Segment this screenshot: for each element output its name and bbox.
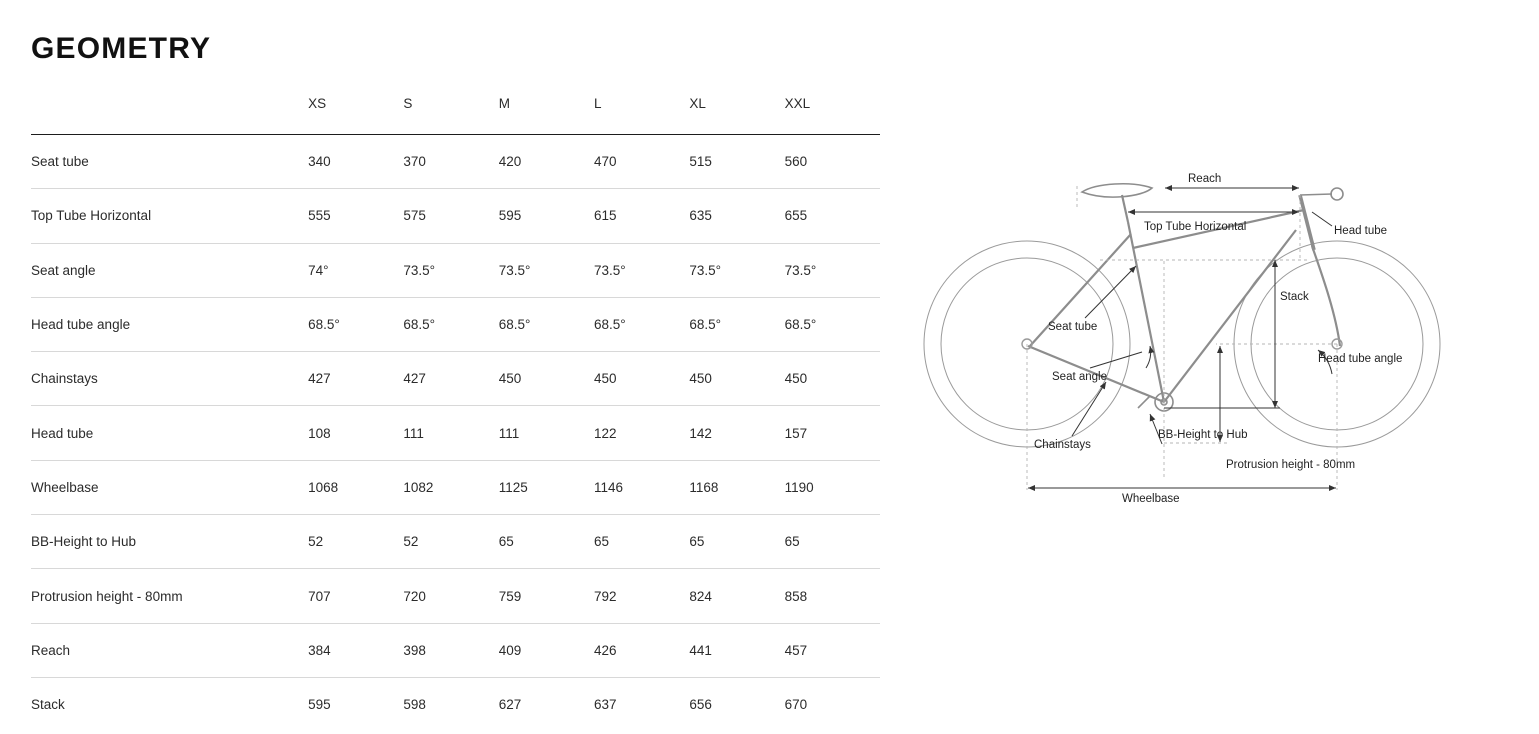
cell-value: 450: [498, 371, 522, 387]
row-label: Head tube angle: [31, 317, 131, 333]
row-label: Seat angle: [31, 262, 96, 278]
cell-value: 384: [308, 642, 331, 658]
cell-value: 450: [689, 371, 712, 387]
diagram-label-seat-tube: Seat tube: [1048, 321, 1098, 333]
cell-value: 68.5°: [594, 317, 626, 333]
row-label: Wheelbase: [31, 479, 99, 495]
cell-value: 122: [594, 425, 617, 441]
cell-value: 68.5°: [308, 317, 340, 333]
column-header-m: M: [498, 96, 510, 111]
cell-value: 656: [689, 697, 712, 713]
cell-value: 111: [403, 425, 424, 441]
diagram-label-protrusion-height: Protrusion height - 80mm: [1226, 459, 1356, 471]
diagram-label-chainstays: Chainstays: [1034, 439, 1091, 451]
cell-value: 73.5°: [784, 262, 817, 278]
column-header-xl: XL: [689, 96, 706, 111]
cell-value: 1082: [403, 479, 434, 495]
table-row: [31, 460, 880, 514]
cell-value: 1068: [308, 479, 339, 495]
cell-value: 720: [403, 588, 426, 604]
cell-value: 635: [689, 208, 712, 224]
cell-value: 142: [689, 425, 712, 441]
cell-value: 68.5°: [498, 317, 531, 333]
cell-value: 655: [784, 208, 808, 224]
cell-value: 515: [689, 154, 712, 170]
row-label: Protrusion height - 80mm: [31, 588, 183, 604]
cell-value: 1168: [689, 479, 719, 495]
diagram-label-wheelbase: Wheelbase: [1122, 493, 1180, 505]
diagram-label-bb-height-to-hub: BB-Height to Hub: [1158, 429, 1248, 441]
cell-value: 427: [308, 371, 331, 387]
cell-value: 637: [594, 697, 617, 713]
diagram-label-seat-angle: Seat angle: [1052, 371, 1107, 383]
table-body: [31, 135, 880, 732]
row-label: Head tube: [31, 425, 94, 441]
cell-value: 1146: [594, 479, 624, 495]
cell-value: 707: [308, 588, 331, 604]
cell-value: 65: [498, 534, 514, 550]
cell-value: 398: [403, 642, 426, 658]
column-header-l: L: [594, 96, 602, 111]
cell-value: 615: [594, 208, 617, 224]
cell-value: 65: [784, 534, 800, 550]
table-row: [31, 623, 880, 677]
table-row: [31, 406, 880, 460]
cell-value: 457: [784, 642, 808, 658]
cell-value: 450: [784, 371, 808, 387]
column-header-xxl: XXL: [784, 96, 811, 111]
cell-value: 627: [498, 697, 522, 713]
bicycle-geometry-diagram: [900, 150, 1520, 550]
diagram-label-reach: Reach: [1188, 173, 1222, 185]
table-row: [31, 297, 880, 351]
diagram-label-head-tube: Head tube: [1334, 225, 1388, 237]
cell-value: 450: [594, 371, 617, 387]
table-row: [31, 515, 880, 569]
cell-value: 68.5°: [689, 317, 721, 333]
cell-value: 340: [308, 154, 331, 170]
cell-value: 441: [689, 642, 712, 658]
cell-value: 420: [498, 154, 522, 170]
column-header-xs: XS: [308, 96, 327, 111]
cell-value: 824: [689, 588, 712, 604]
table-row: [31, 677, 880, 731]
cell-value: 74°: [308, 262, 329, 278]
table-header: [31, 86, 880, 135]
table-row: [31, 135, 880, 189]
cell-value: 73.5°: [594, 262, 626, 278]
cell-value: 560: [784, 154, 808, 170]
cell-value: 370: [403, 154, 426, 170]
cell-value: 1125: [498, 479, 528, 495]
table-row: [31, 569, 880, 623]
cell-value: 792: [594, 588, 617, 604]
table-row: [31, 352, 880, 406]
cell-value: 68.5°: [784, 317, 817, 333]
row-label: Seat tube: [31, 154, 89, 170]
row-label: Chainstays: [31, 371, 98, 387]
table-row: [31, 189, 880, 243]
cell-value: 426: [594, 642, 617, 658]
cell-value: 65: [689, 534, 705, 550]
cell-value: 73.5°: [403, 262, 436, 278]
geometry-table-wrapper: [31, 86, 880, 731]
cell-value: 73.5°: [498, 262, 531, 278]
cell-value: 670: [784, 697, 808, 713]
cell-value: 111: [498, 425, 520, 441]
geometry-table: [31, 86, 880, 731]
cell-value: 68.5°: [403, 317, 436, 333]
cell-value: 575: [403, 208, 426, 224]
row-label: Top Tube Horizontal: [31, 208, 152, 224]
cell-value: 595: [308, 697, 331, 713]
cell-value: 427: [403, 371, 426, 387]
diagram-label-head-tube-angle: Head tube angle: [1318, 353, 1403, 365]
page-title: GEOMETRY: [31, 32, 212, 65]
table-row: [31, 243, 880, 297]
row-label: Reach: [31, 642, 71, 658]
column-header-s: S: [403, 96, 413, 111]
diagram-label-stack: Stack: [1280, 291, 1309, 303]
row-label: BB-Height to Hub: [31, 534, 137, 550]
cell-value: 759: [498, 588, 522, 604]
cell-value: 157: [784, 425, 808, 441]
cell-value: 65: [594, 534, 610, 550]
cell-value: 52: [403, 534, 419, 550]
cell-value: 555: [308, 208, 331, 224]
cell-value: 858: [784, 588, 808, 604]
cell-value: 73.5°: [689, 262, 721, 278]
cell-value: 598: [403, 697, 426, 713]
table-header-row: [31, 86, 880, 135]
cell-value: 52: [308, 534, 324, 550]
column-header-blank: [31, 86, 308, 135]
cell-value: 409: [498, 642, 522, 658]
cell-value: 470: [594, 154, 617, 170]
cell-value: 1190: [784, 479, 814, 495]
diagram-label-top-tube-horizontal: Top Tube Horizontal: [1144, 221, 1247, 233]
row-label: Stack: [31, 697, 65, 713]
cell-value: 595: [498, 208, 522, 224]
cell-value: 108: [308, 425, 331, 441]
